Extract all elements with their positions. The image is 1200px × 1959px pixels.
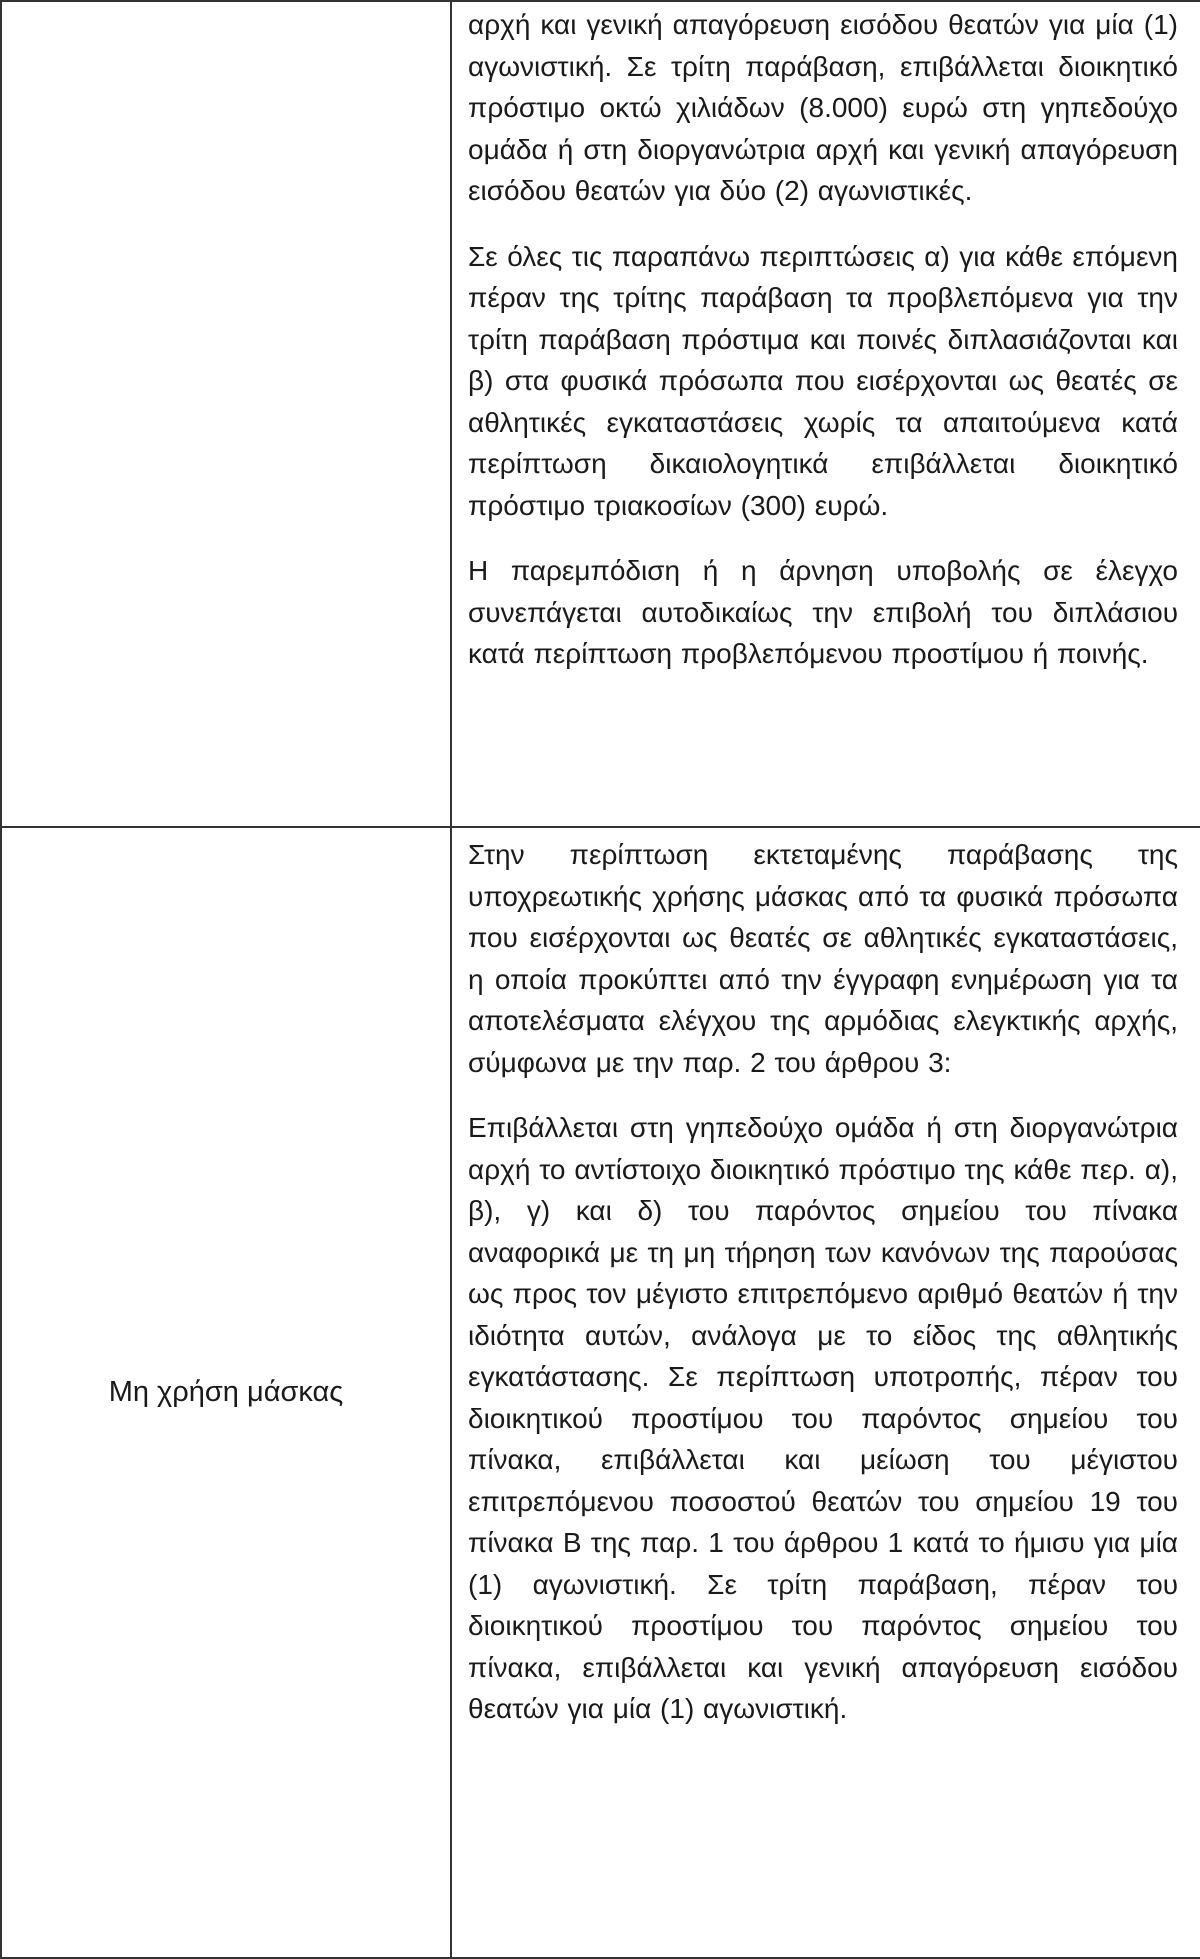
penalty-paragraph: αρχή και γενική απαγόρευση εισόδου θεατών για μία (1) αγωνιστική. Σε τρίτη παράβαση, επιβάλλεται διοικητικό πρόστιμο οκτώ χιλιάδων (8.000) ευρώ στη γηπεδούχο ομάδα ή στη διοργανώτρια αρχή και γενική απαγόρευση εισόδου θεατών για δύο (2) αγωνιστικές. <box>468 9 1178 206</box>
penalty-paragraph: Σε όλες τις παραπάνω περιπτώσεις α) για κάθε επόμενη πέραν της τρίτης παράβαση τα προβλεπόμενα για την τρίτη παράβαση πρόστιμα και ποινές διπλασιάζονται και β) στα φυσικά πρόσωπα που εισέρχονται ως θεατές σε αθλητικές εγκαταστάσεις χωρίς τα απαιτούμενα κατά περίπτωση δικαιολογητικά επιβάλλεται διοικητικό πρόστιμο τριακοσίων (300) ευρώ. <box>468 240 1178 521</box>
violation-label-cell <box>1 1 451 827</box>
penalty-description-cell <box>451 1 1200 827</box>
penalty-paragraph: Στην περίπτωση εκτεταμένης παράβασης της υποχρεωτικής χρήσης μάσκας από τα φυσικά πρόσωπα που εισέρχονται ως θεατές σε αθλητικές εγκαταστάσεις, η οποία προκύπτει από την έγγραφη ενημέρωση για τα αποτελέσματα ελέγχου της αρμόδιας ελεγκτικής αρχής, σύμφωνα με την παρ. 2 του άρθρου 3: <box>468 839 1178 1078</box>
penalty-description-cell <box>451 827 1200 1958</box>
table-row <box>1 1 1200 827</box>
violation-label-cell <box>1 827 451 1958</box>
table-row <box>1 827 1200 1958</box>
penalty-paragraph: Η παρεμπόδιση ή η άρνηση υποβολής σε έλεγχο συνεπάγεται αυτοδικαίως την επιβολή του διπλάσιου κατά περίπτωση προβλεπόμενου προστίμου ή ποινής. <box>468 555 1178 669</box>
penalty-paragraph: Επιβάλλεται στη γηπεδούχο ομάδα ή στη διοργανώτρια αρχή το αντίστοιχο διοικητικό πρόστιμο της κάθε περ. α), β), γ) και δ) του παρόντος σημείου του πίνακα αναφορικά με τη μη τήρηση των κανόνων της παρούσας ως προς τον μέγιστο επιτρεπόμενο αριθμό θεατών ή την ιδιότητα αυτών, ανάλογα με το είδος της αθλητικής εγκατάστασης. Σε περίπτωση υποτροπής, πέραν του διοικητικού προστίμου του παρόντος σημείου του πίνακα, επιβάλλεται και μείωση του μέγιστου επιτρεπόμενου ποσοστού θεατών του σημείου 19 του πίνακα Β της παρ. 1 του άρθρου 1 κατά το ήμισυ για μία (1) αγωνιστική. Σε τρίτη παράβαση, πέραν του διοικητικού προστίμου του παρόντος σημείου του πίνακα, επιβάλλεται και γενική απαγόρευση εισόδου θεατών για μία (1) αγωνιστική. <box>468 1112 1178 1724</box>
violation-label: Μη χρήση μάσκας <box>108 1375 344 1408</box>
